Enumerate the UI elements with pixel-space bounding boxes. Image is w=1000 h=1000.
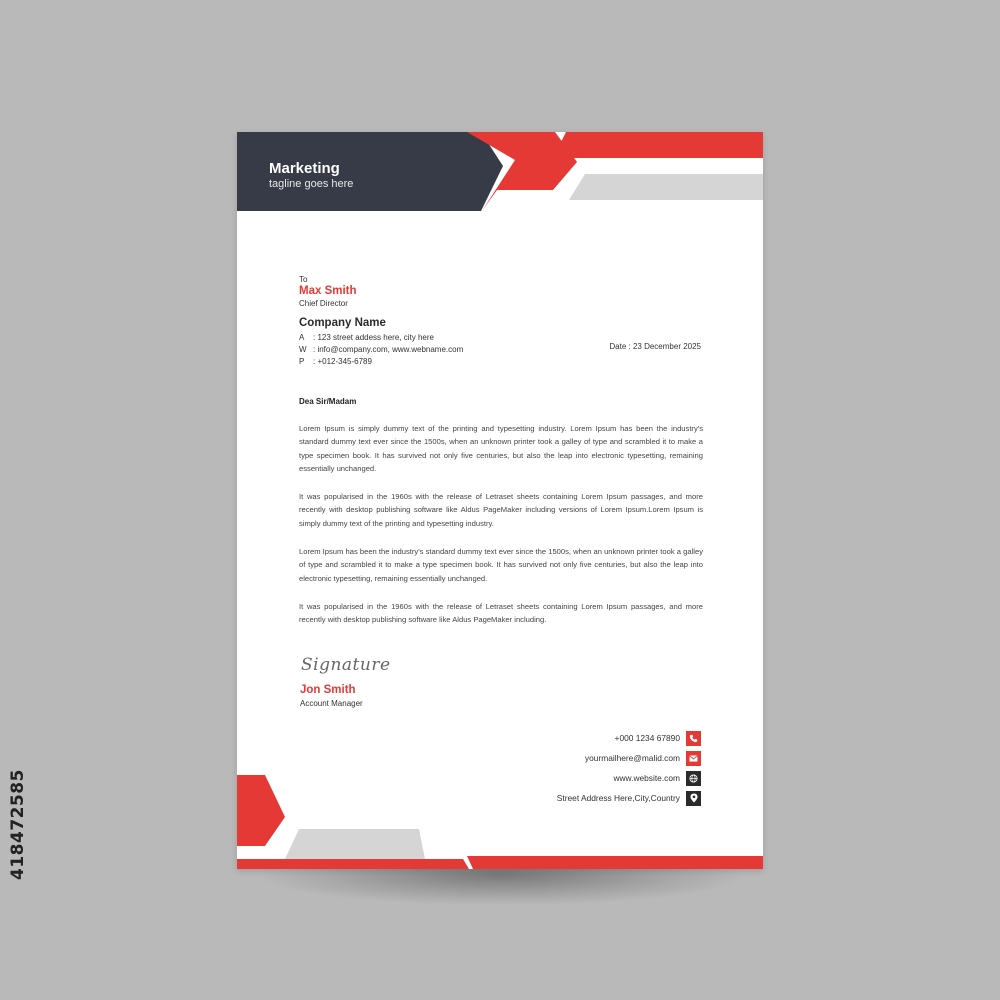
- address-key: A: [299, 333, 305, 342]
- contact-website: [613, 770, 701, 786]
- company-phone: : +012-345-6789: [313, 357, 372, 366]
- brand-title: Marketing: [269, 160, 340, 177]
- signer-role: Account Manager: [300, 699, 363, 708]
- header-gray-stripe: [569, 174, 763, 200]
- company-name: Company Name: [299, 317, 386, 329]
- contact-address: [557, 790, 701, 806]
- footer-gray-stripe: [285, 829, 425, 859]
- company-web-row: [299, 345, 463, 354]
- header-red-stripe: [553, 132, 763, 158]
- letter-date: Date : 23 December 2025: [609, 342, 701, 351]
- contact-phone-text: +000 1234 67890: [614, 733, 680, 743]
- recipient-title: Chief Director: [299, 299, 348, 308]
- to-label: To: [299, 275, 308, 284]
- location-pin-icon: [686, 791, 701, 806]
- body-paragraph-4: It was popularised in the 1960s with the release of Letraset sheets containing Lorem Ipsum passages, and more recently with desktop publishing software like Aldus PageMaker including.: [299, 602, 703, 625]
- footer-red-stripe-right: [467, 856, 763, 869]
- stock-image-id: 418472585: [8, 769, 28, 880]
- contact-address-text: Street Address Here,City,Country: [556, 793, 680, 803]
- body-paragraph-3: Lorem Ipsum has been the industry's standard dummy text ever since the 1500s, when an unknown printer took a galley of type and scrambled it to make a type specimen book. It has survived not only five centuries, but also the leap into electronic typesetting, remaining essentially unchanged.: [299, 547, 703, 583]
- salutation: Dea Sir/Madam: [299, 397, 357, 406]
- web-key: W: [299, 345, 307, 354]
- mail-icon: [686, 751, 701, 766]
- phone-key: P: [299, 357, 305, 366]
- contact-email-text: yourmailhere@malid.com: [584, 753, 680, 763]
- signer-name: Jon Smith: [300, 684, 356, 696]
- company-address-row: [299, 333, 434, 342]
- letterhead-page: [237, 132, 763, 869]
- contact-website-text: www.website.com: [613, 773, 680, 783]
- company-address: : 123 street addess here, city here: [313, 333, 434, 342]
- recipient-name: Max Smith: [299, 285, 357, 297]
- contact-email: [585, 750, 701, 766]
- contact-phone: [615, 730, 701, 746]
- globe-icon: [686, 771, 701, 786]
- company-phone-row: [299, 357, 372, 366]
- body-paragraph-2: It was popularised in the 1960s with the release of Letraset sheets containing Lorem Ipsum passages, and more recently with desktop publishing software like Aldus PageMaker including versions of Lorem Ipsum.Lorem Ipsum is simply dummy text of the printing and typesetting industry.: [299, 492, 703, 528]
- body-paragraph-1: Lorem Ipsum is simply dummy text of the printing and typesetting industry. Lorem Ipsum has been the industry's standard dummy text ever since the 1500s, when an unknown printer took a galley of type and scrambled it to make a type specimen book. It has survived not only five centuries, but also the leap into electronic typesetting, remaining essentially unchanged.: [299, 424, 703, 473]
- brand-tagline: tagline goes here: [269, 178, 354, 190]
- signature-script: Signature: [301, 655, 391, 675]
- phone-icon: [686, 731, 701, 746]
- footer-red-stripe-left: [237, 859, 469, 869]
- company-web: : info@company.com, www.webname.com: [313, 345, 464, 354]
